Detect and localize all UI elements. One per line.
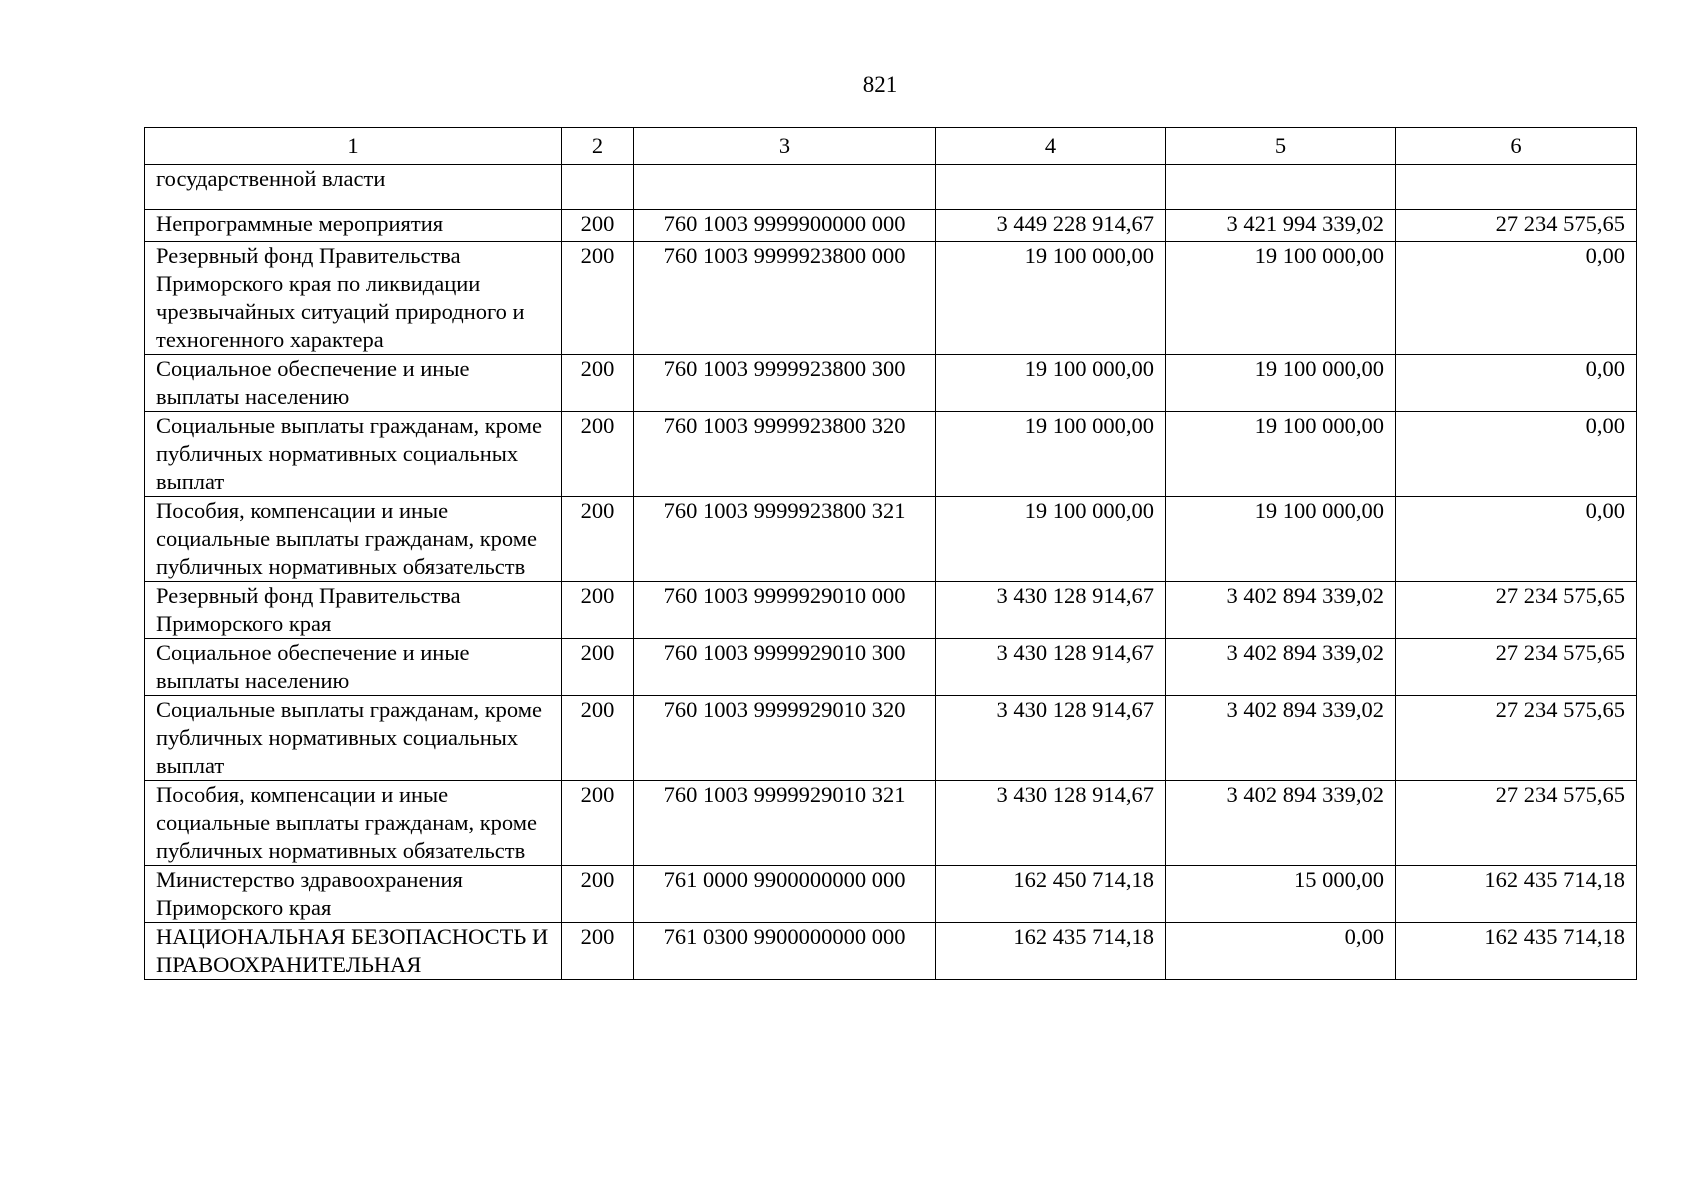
cell-name-text: государственной власти [156,166,386,191]
cell-col-4 [936,639,1166,696]
cell-name-text: Министерство здравоохранения Приморского края [156,867,463,920]
cell-col-3 [634,497,936,582]
cell-name [145,412,562,497]
table-row [145,412,1637,497]
cell-name-text: НАЦИОНАЛЬНАЯ БЕЗОПАСНОСТЬ И ПРАВООХРАНИТЕЛЬНАЯ [156,924,549,977]
cell-col-5 [1166,696,1396,781]
cell-col-4 [936,165,1166,210]
cell-col-6 [1396,781,1637,866]
cell-name-text: Резервный фонд Правительства Приморского края [156,583,461,636]
cell-col-5 [1166,866,1396,923]
table-row [145,355,1637,412]
cell-col-2 [562,781,634,866]
cell-col-2-text: 200 [580,583,615,608]
cell-col-3 [634,696,936,781]
header-row [145,128,1637,165]
cell-col-5 [1166,639,1396,696]
column-header-4: 4 [936,128,1166,165]
cell-col-5-text: 19 100 000,00 [1254,356,1384,381]
cell-col-3 [634,866,936,923]
cell-col-6-text: 27 234 575,65 [1495,640,1625,665]
cell-col-3-text: 761 0300 9900000000 000 [663,924,906,949]
cell-name [145,582,562,639]
cell-col-5-text: 15 000,00 [1294,867,1384,892]
cell-col-4 [936,355,1166,412]
cell-col-5-text: 3 402 894 339,02 [1226,640,1384,665]
cell-name-text: Резервный фонд Правительства Приморского края по ликвидации чрезвычайных ситуаций природного и техногенного характера [156,243,525,352]
cell-name-text: Социальные выплаты гражданам, кроме публичных нормативных социальных выплат [156,697,542,778]
table-row [145,639,1637,696]
table-body [145,165,1637,980]
cell-col-4 [936,696,1166,781]
cell-col-4 [936,242,1166,355]
cell-col-3 [634,165,936,210]
cell-name-text: Социальное обеспечение и иные выплаты населению [156,356,470,409]
cell-col-5 [1166,781,1396,866]
cell-col-4-text: 19 100 000,00 [1024,498,1154,523]
cell-col-5 [1166,412,1396,497]
cell-col-3-text: 760 1003 9999923800 320 [663,413,906,438]
cell-col-4-text: 19 100 000,00 [1024,356,1154,381]
cell-name [145,210,562,242]
table-row [145,210,1637,242]
cell-col-4-text: 3 430 128 914,67 [996,583,1154,608]
cell-col-5-text: 3 402 894 339,02 [1226,782,1384,807]
cell-col-2-text: 200 [580,211,615,236]
cell-col-4-text: 3 430 128 914,67 [996,697,1154,722]
cell-col-2-text: 200 [580,498,615,523]
cell-col-6-text: 0,00 [1585,356,1625,381]
cell-col-3 [634,412,936,497]
cell-col-6 [1396,497,1637,582]
cell-col-2 [562,923,634,980]
cell-name [145,497,562,582]
cell-col-5-text: 19 100 000,00 [1254,498,1384,523]
table-row [145,242,1637,355]
cell-name-text: Социальное обеспечение и иные выплаты населению [156,640,470,693]
cell-col-5 [1166,923,1396,980]
cell-col-4 [936,412,1166,497]
cell-col-6 [1396,923,1637,980]
cell-col-6 [1396,355,1637,412]
cell-col-6-text: 162 435 714,18 [1484,924,1625,949]
cell-col-2-text: 200 [580,697,615,722]
cell-col-5-text: 0,00 [1344,924,1384,949]
cell-name-text: Социальные выплаты гражданам, кроме публичных нормативных социальных выплат [156,413,542,494]
cell-col-4-text: 3 449 228 914,67 [996,211,1154,236]
cell-col-2 [562,165,634,210]
cell-col-3-text: 760 1003 9999923800 000 [663,243,906,268]
cell-col-3-text: 760 1003 9999900000 000 [663,211,906,236]
cell-col-4 [936,866,1166,923]
cell-name [145,696,562,781]
cell-col-4 [936,923,1166,980]
cell-col-3 [634,781,936,866]
cell-col-6-text: 0,00 [1585,498,1625,523]
cell-col-6 [1396,639,1637,696]
cell-col-4-text: 3 430 128 914,67 [996,640,1154,665]
cell-col-5-text: 3 402 894 339,02 [1226,583,1384,608]
cell-col-5-text: 3 402 894 339,02 [1226,697,1384,722]
cell-col-6 [1396,210,1637,242]
cell-col-3-text: 760 1003 9999923800 300 [663,356,906,381]
cell-col-2-text: 200 [580,413,615,438]
table-row [145,582,1637,639]
cell-name [145,355,562,412]
cell-col-4-text: 19 100 000,00 [1024,413,1154,438]
cell-col-2-text: 200 [580,356,615,381]
cell-col-2-text: 200 [580,924,615,949]
column-header-6: 6 [1396,128,1637,165]
cell-name [145,781,562,866]
cell-col-2 [562,639,634,696]
cell-name [145,242,562,355]
cell-col-3 [634,355,936,412]
cell-col-4 [936,582,1166,639]
cell-col-6 [1396,412,1637,497]
cell-col-6-text: 0,00 [1585,243,1625,268]
table-row [145,696,1637,781]
cell-name [145,923,562,980]
cell-col-6 [1396,165,1637,210]
cell-col-6 [1396,696,1637,781]
cell-col-6-text: 27 234 575,65 [1495,697,1625,722]
cell-col-6 [1396,582,1637,639]
cell-col-5-text: 3 421 994 339,02 [1226,211,1384,236]
cell-col-6 [1396,866,1637,923]
cell-col-3 [634,639,936,696]
cell-name-text: Пособия, компенсации и иные социальные выплаты гражданам, кроме публичных нормативных обязательств [156,782,537,863]
column-header-5: 5 [1166,128,1396,165]
cell-col-3 [634,582,936,639]
cell-col-3-text: 760 1003 9999929010 300 [663,640,906,665]
cell-col-5 [1166,242,1396,355]
cell-col-2-text: 200 [580,867,615,892]
cell-col-4 [936,497,1166,582]
cell-name [145,639,562,696]
cell-col-2-text: 200 [580,243,615,268]
cell-col-3 [634,242,936,355]
cell-col-2 [562,210,634,242]
cell-col-5 [1166,355,1396,412]
cell-name-text: Пособия, компенсации и иные социальные выплаты гражданам, кроме публичных нормативных обязательств [156,498,537,579]
cell-col-4-text: 19 100 000,00 [1024,243,1154,268]
cell-col-3-text: 760 1003 9999923800 321 [663,498,906,523]
table-header [145,128,1637,165]
cell-col-6-text: 27 234 575,65 [1495,583,1625,608]
cell-col-5-text: 19 100 000,00 [1254,243,1384,268]
cell-col-5 [1166,210,1396,242]
cell-col-3-text: 760 1003 9999929010 320 [663,697,906,722]
table-row [145,497,1637,582]
cell-col-2-text: 200 [580,782,615,807]
budget-table [144,127,1637,980]
table-row [145,781,1637,866]
cell-col-6-text: 162 435 714,18 [1484,867,1625,892]
cell-col-3-text: 761 0000 9900000000 000 [663,867,906,892]
cell-col-4-text: 162 435 714,18 [1013,924,1154,949]
cell-col-4-text: 3 430 128 914,67 [996,782,1154,807]
table-row [145,866,1637,923]
column-header-3: 3 [634,128,936,165]
cell-col-5 [1166,497,1396,582]
cell-col-4 [936,781,1166,866]
cell-col-2-text: 200 [580,640,615,665]
cell-col-6-text: 27 234 575,65 [1495,782,1625,807]
cell-col-5-text: 19 100 000,00 [1254,413,1384,438]
table-row [145,923,1637,980]
cell-col-4-text: 162 450 714,18 [1013,867,1154,892]
cell-col-2 [562,866,634,923]
cell-col-2 [562,582,634,639]
cell-col-2 [562,497,634,582]
column-header-1: 1 [145,128,562,165]
cell-name-text: Непрограммные мероприятия [156,211,444,236]
cell-col-3 [634,210,936,242]
cell-col-2 [562,696,634,781]
cell-name [145,165,562,210]
cell-col-5 [1166,165,1396,210]
cell-col-2 [562,242,634,355]
cell-col-4 [936,210,1166,242]
cell-col-3-text: 760 1003 9999929010 321 [663,782,906,807]
cell-col-5 [1166,582,1396,639]
cell-col-6 [1396,242,1637,355]
table-row [145,165,1637,210]
cell-col-2 [562,412,634,497]
cell-col-2 [562,355,634,412]
cell-col-6-text: 27 234 575,65 [1495,211,1625,236]
page-number: 821 [862,72,898,97]
cell-name [145,866,562,923]
cell-col-6-text: 0,00 [1585,413,1625,438]
cell-col-3-text: 760 1003 9999929010 000 [663,583,906,608]
cell-col-3 [634,923,936,980]
column-header-2: 2 [562,128,634,165]
